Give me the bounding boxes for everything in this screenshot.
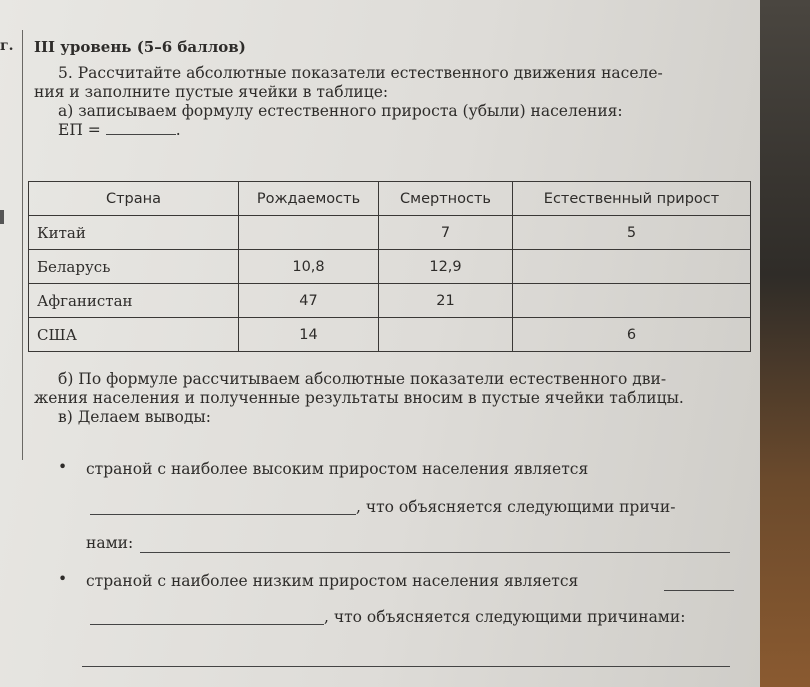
conclusion-2-line-2: , что объясняется следующими причинами: [324, 608, 686, 626]
answer-blank-2[interactable] [140, 552, 730, 553]
task-text [34, 64, 754, 140]
answer-blank-1[interactable] [90, 514, 356, 515]
task-line-1: 5. Рассчитайте абсолютные показатели естественного движения населе- [58, 64, 663, 82]
cell-death: 12,9 [379, 250, 513, 284]
part-b-line-1: б) По формуле рассчитываем абсолютные показатели естественного дви- [58, 370, 667, 388]
cell-birth: 14 [239, 318, 379, 352]
header-death-rate: Смертность [379, 182, 513, 216]
bullet-2: • [58, 570, 68, 588]
table-header-row [29, 182, 751, 216]
header-birth-rate: Рождаемость [239, 182, 379, 216]
formula-line: ЕП = . [58, 121, 181, 139]
table-row [29, 250, 751, 284]
table-row [29, 216, 751, 250]
cell-death: 7 [379, 216, 513, 250]
cell-death: 21 [379, 284, 513, 318]
table-row [29, 318, 751, 352]
formula-blank[interactable] [106, 122, 176, 135]
conclusion-1-line-3: нами: [86, 534, 134, 552]
cell-country: Беларусь [29, 250, 239, 284]
cell-growth[interactable] [513, 250, 751, 284]
answer-blank-4[interactable] [90, 624, 324, 625]
table-row [29, 284, 751, 318]
cell-country: Китай [29, 216, 239, 250]
background-surface [760, 0, 810, 687]
margin-mark: г. [0, 38, 14, 54]
formula-label: ЕП = [58, 121, 101, 139]
margin-tick [0, 210, 4, 224]
answer-blank-3[interactable] [664, 590, 734, 591]
cell-birth: 47 [239, 284, 379, 318]
conclusion-1-line-1: страной с наиболее высоким приростом населения является [86, 460, 589, 478]
header-natural-growth: Естественный прирост [513, 182, 751, 216]
bullet-1: • [58, 458, 68, 476]
conclusion-1-line-2: , что объясняется следующими причи- [356, 498, 676, 516]
demography-table [28, 181, 751, 352]
answer-blank-5[interactable] [82, 666, 730, 667]
margin-line [22, 30, 23, 460]
cell-death[interactable] [379, 318, 513, 352]
cell-birth[interactable] [239, 216, 379, 250]
cell-country: Афганистан [29, 284, 239, 318]
task-line-3: а) записываем формулу естественного прироста (убыли) населения: [58, 102, 623, 120]
conclusion-2-line-1: страной с наиболее низким приростом населения является [86, 572, 579, 590]
task-line-2: ния и заполните пустые ячейки в таблице: [34, 83, 389, 101]
cell-growth: 5 [513, 216, 751, 250]
cell-country: США [29, 318, 239, 352]
cell-growth[interactable] [513, 284, 751, 318]
cell-growth: 6 [513, 318, 751, 352]
part-b-text [34, 370, 754, 427]
part-c-line: в) Делаем выводы: [58, 408, 211, 426]
header-country: Страна [29, 182, 239, 216]
level-heading: III уровень (5–6 баллов) [34, 38, 246, 56]
part-b-line-2: жения населения и полученные результаты вносим в пустые ячейки таблицы. [34, 389, 684, 407]
cell-birth: 10,8 [239, 250, 379, 284]
